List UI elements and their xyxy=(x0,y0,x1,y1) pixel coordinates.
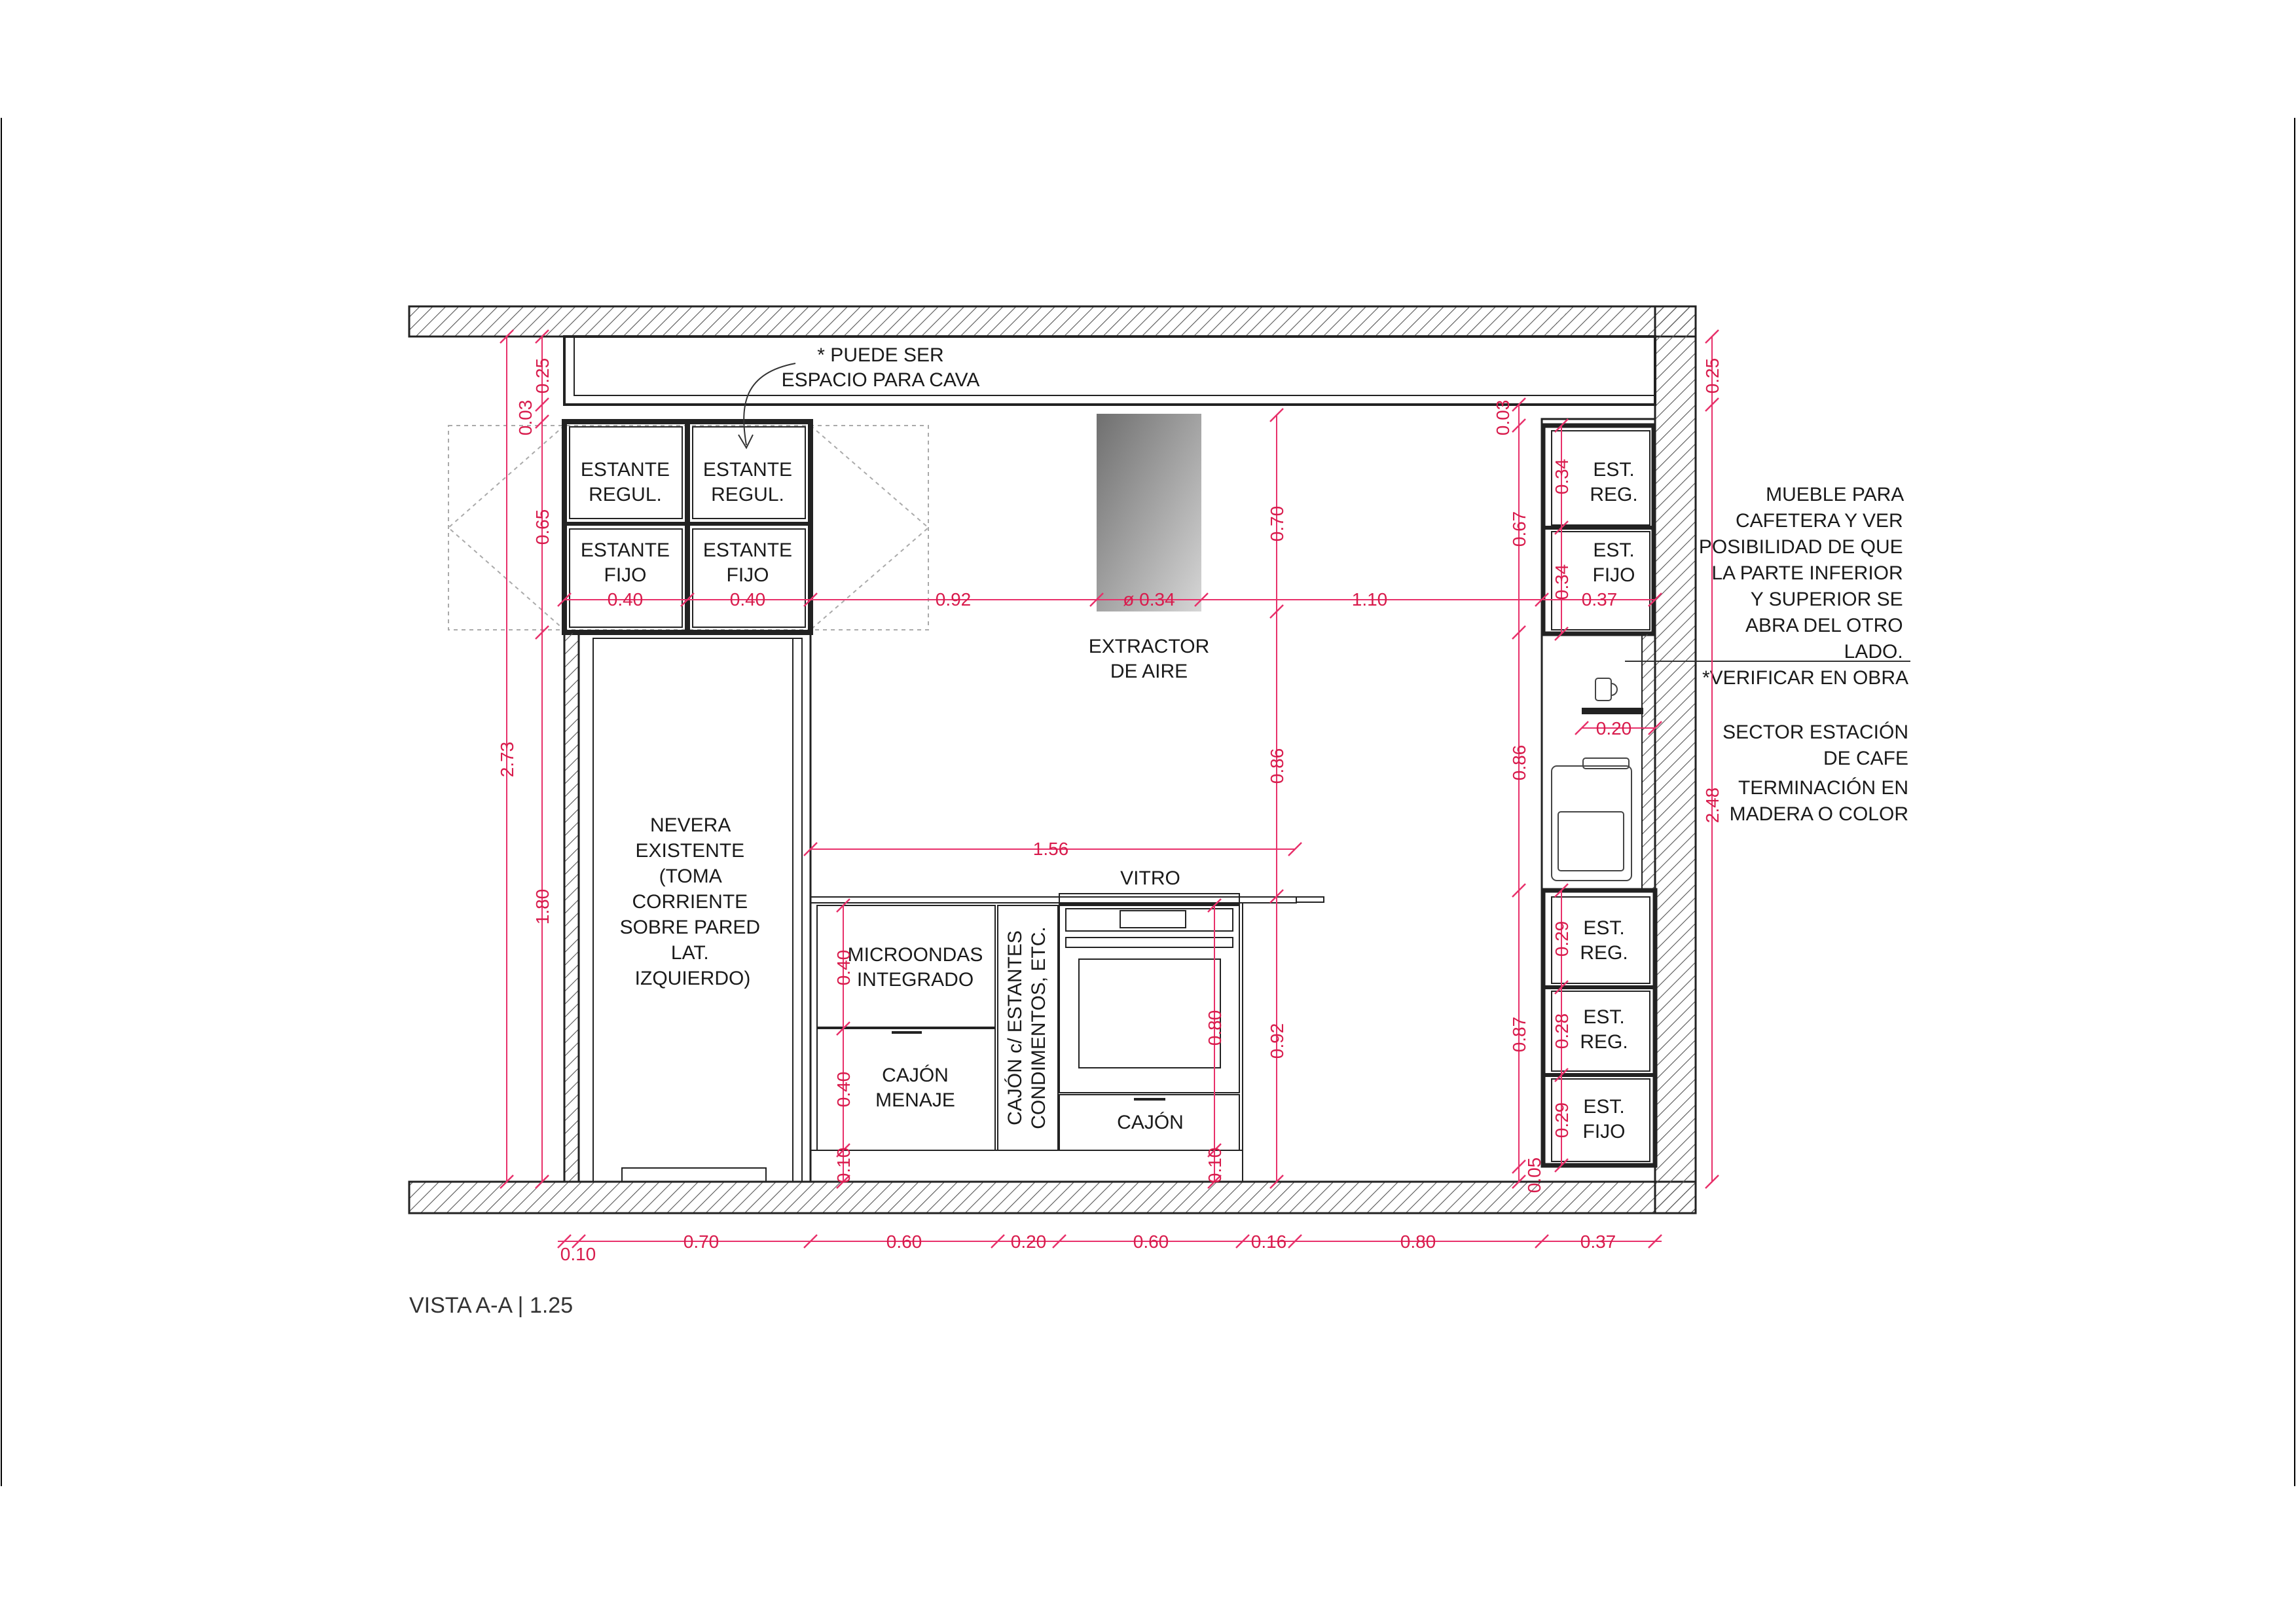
note-sector: SECTOR ESTACIÓN DE CAFE xyxy=(1722,721,1908,769)
dim-right-gap: 0.03 xyxy=(1493,399,1513,436)
vitro-label: VITRO xyxy=(1120,867,1180,889)
base-cabinets xyxy=(811,894,1324,1182)
est-fijo-low-label: EST. FIJO xyxy=(1582,1096,1626,1142)
sheet-title: VISTA A-A | 1.25 xyxy=(409,1293,574,1318)
dim-counter-height: 0.92 xyxy=(1267,1023,1287,1059)
est-reg-low1-label: EST. REG. xyxy=(1580,917,1628,964)
dim-drawer-h: 0.40 xyxy=(833,1071,854,1108)
note-terminacion: TERMINACIÓN EN MADERA O COLOR xyxy=(1729,777,1908,825)
right-wall xyxy=(1655,306,1696,1213)
floor-slab xyxy=(409,1182,1696,1213)
dim-shelf-w2: 0.40 xyxy=(729,589,766,610)
dim-right-ceiling: 0.25 xyxy=(1702,357,1722,394)
dim-bottom-060a: 0.60 xyxy=(886,1231,922,1252)
dim-est-low-2: 0.28 xyxy=(1552,1013,1572,1049)
dim-to-extractor: 0.92 xyxy=(935,589,972,610)
est-reg-low2-label: EST. REG. xyxy=(1580,1006,1628,1053)
estante-fijo-1-label: ESTANTE FIJO xyxy=(580,539,670,586)
dim-coffee-shelf: 0.20 xyxy=(1595,718,1632,739)
extractor-hood xyxy=(1097,414,1201,611)
dim-left-fridge: 1.80 xyxy=(532,888,553,925)
estante-fijo-2-label: ESTANTE FIJO xyxy=(702,539,793,586)
note-cava: * PUEDE SER ESPACIO PARA CAVA xyxy=(781,344,980,391)
dim-extractor-height: 0.70 xyxy=(1267,505,1287,542)
dim-bottom-060b: 0.60 xyxy=(1133,1231,1169,1252)
dim-est-fijo-top-h: 0.34 xyxy=(1552,564,1572,600)
dim-counter-run: 1.56 xyxy=(1032,839,1069,859)
dim-bottom-070: 0.70 xyxy=(683,1231,720,1252)
dim-bottom-037: 0.37 xyxy=(1580,1231,1616,1252)
dim-est-low-3: 0.29 xyxy=(1552,1102,1572,1139)
ceiling-slab xyxy=(409,306,1696,337)
coffee-machine-icon xyxy=(1552,758,1631,881)
microondas-label: MICROONDAS INTEGRADO xyxy=(847,944,983,991)
dim-bottom-080: 0.80 xyxy=(1400,1231,1436,1252)
cajon-menaje-label: CAJÓN MENAJE xyxy=(875,1065,955,1111)
dim-left-gap: 0.03 xyxy=(515,399,536,436)
dim-left-top: 0.25 xyxy=(532,357,553,394)
dim-bottom-016: 0.16 xyxy=(1250,1231,1287,1252)
dim-bottom-010: 0.10 xyxy=(560,1244,596,1264)
soffit-beam-inner xyxy=(574,337,1655,395)
dim-oven-h: 0.80 xyxy=(1205,1010,1225,1046)
extractor-label: EXTRACTOR DE AIRE xyxy=(1088,636,1210,682)
dim-est-low-1: 0.29 xyxy=(1552,921,1572,957)
dim-plinth-left: 0.10 xyxy=(833,1147,854,1184)
est-reg-top-label: EST. REG. xyxy=(1590,459,1638,505)
dim-left-total: 2.73 xyxy=(497,741,517,778)
dim-extractor-to-right: 1.10 xyxy=(1351,589,1388,610)
note-cafetera: MUEBLE PARA CAFETERA Y VER POSIBILIDAD DE QUE LA PARTE INFERIOR Y SUPERIOR SE ABRA DEL OTRO LADO. *VERIFICAR EN OBRA xyxy=(1698,484,1908,689)
dim-extractor-diam: ø 0.34 xyxy=(1123,589,1175,610)
mug-icon xyxy=(1595,678,1617,701)
dim-counter-to-hood: 0.86 xyxy=(1267,748,1287,784)
cajon-estantes-label: CAJÓN c/ ESTANTES CONDIMENTOS, ETC. xyxy=(1004,926,1049,1129)
dim-shelf-w1: 0.40 xyxy=(607,589,644,610)
dim-right-upper: 0.67 xyxy=(1509,511,1529,547)
dim-micro-h: 0.40 xyxy=(833,949,854,986)
dim-est-width: 0.37 xyxy=(1581,589,1618,610)
nevera-label: NEVERA EXISTENTE (TOMA CORRIENTE SOBRE PARED LAT. IZQUIERDO) xyxy=(619,814,761,989)
dim-bottom-020: 0.20 xyxy=(1010,1231,1047,1252)
dim-right-mid: 0.86 xyxy=(1509,744,1529,781)
dim-est-reg-top-h: 0.34 xyxy=(1552,458,1572,495)
soffit-beam xyxy=(564,337,1655,405)
estante-regul-2-label: ESTANTE REGUL. xyxy=(702,459,793,505)
dim-left-upper: 0.65 xyxy=(532,509,553,545)
dim-right-plinth: 0.05 xyxy=(1524,1157,1544,1194)
estante-regul-1-label: ESTANTE REGUL. xyxy=(580,459,670,505)
dim-plinth-right: 0.10 xyxy=(1205,1147,1225,1184)
cajon-label: CAJÓN xyxy=(1117,1112,1184,1133)
dim-right-total: 2.48 xyxy=(1702,787,1722,824)
est-fijo-top-label: EST. FIJO xyxy=(1592,539,1635,586)
dim-right-lower: 0.87 xyxy=(1509,1016,1529,1053)
